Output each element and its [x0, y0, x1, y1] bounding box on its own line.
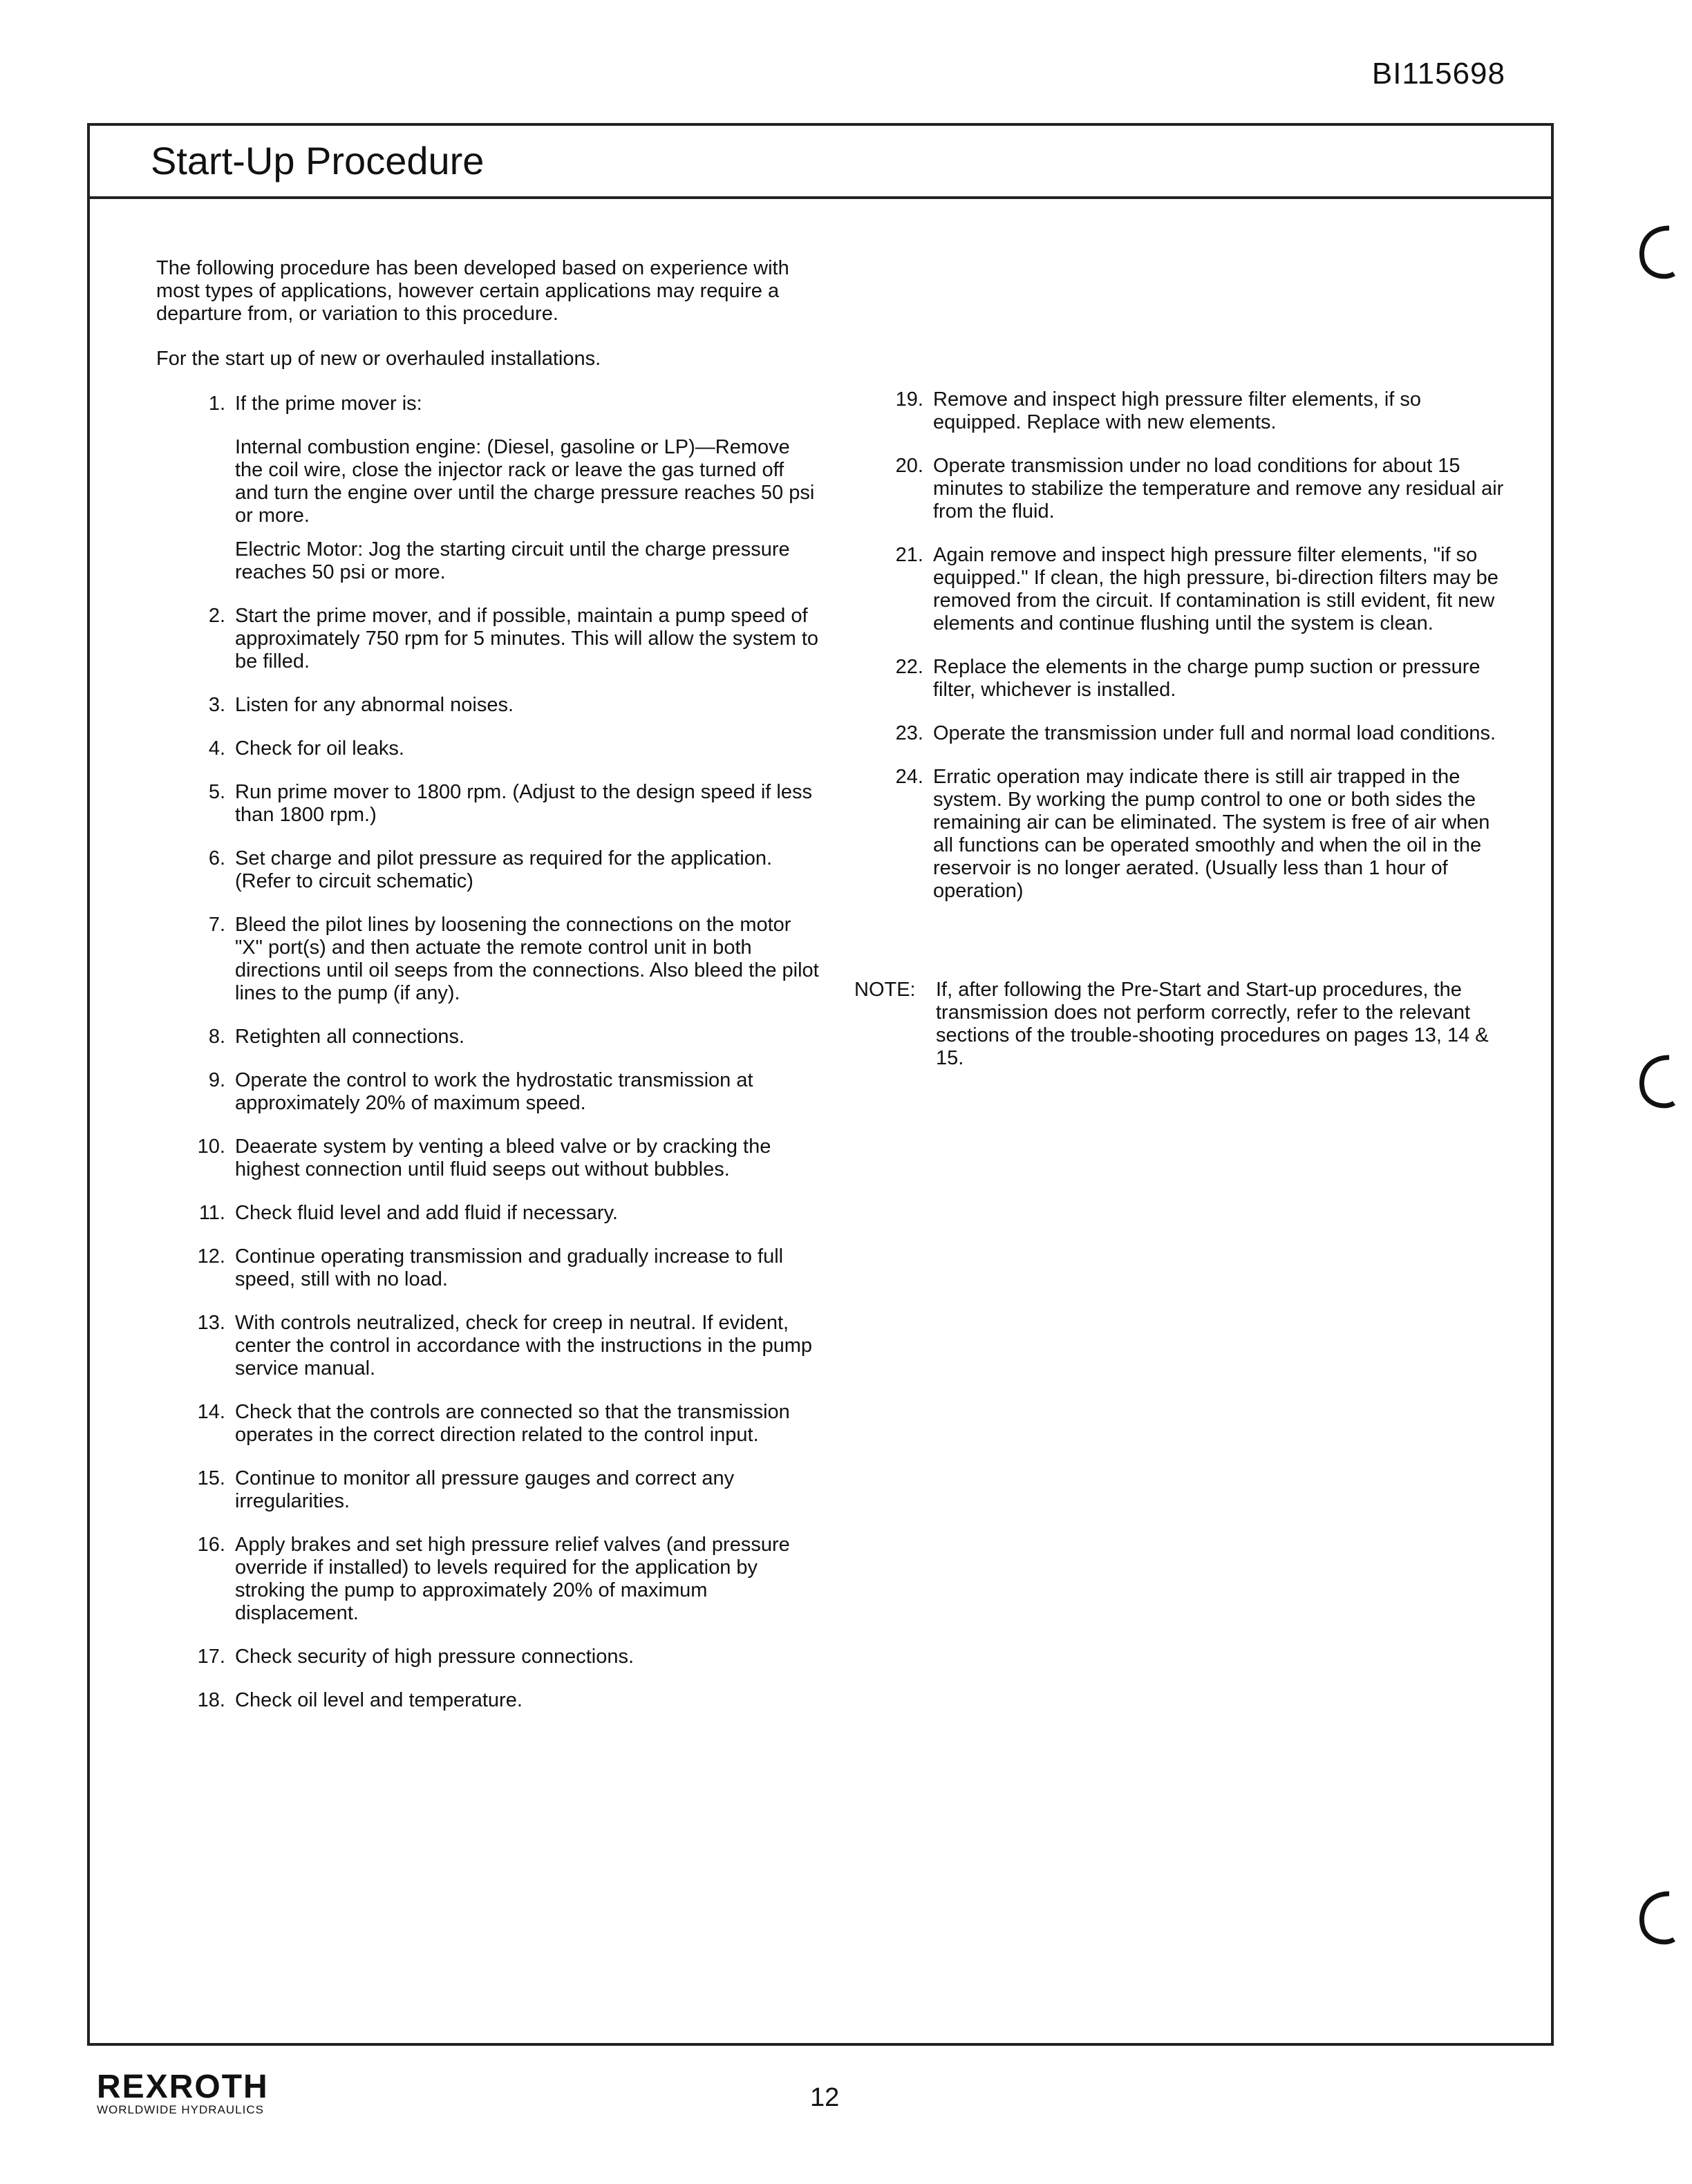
step-18	[156, 1689, 820, 1712]
step-5	[156, 781, 820, 827]
step-body	[235, 393, 820, 584]
right-column	[854, 388, 1507, 1070]
step-number: 11.	[198, 1202, 225, 1224]
step-4	[156, 737, 820, 760]
step-8	[156, 1026, 820, 1048]
step-text: Continue to monitor all pressure gauges and correct any irregularities.	[235, 1467, 735, 1512]
step-24	[854, 766, 1507, 903]
step-9	[156, 1069, 820, 1115]
step-6	[156, 847, 820, 893]
step-text: Replace the elements in the charge pump suction or pressure filter, whichever is installed.	[933, 656, 1480, 701]
step-number: 9.	[208, 1069, 225, 1091]
step-text: Operate transmission under no load conditions for about 15 minutes to stabilize the temperature and remove any residual air from the fluid.	[933, 455, 1504, 523]
step-3	[156, 694, 820, 717]
step-sub-electric: Electric Motor: Jog the starting circuit until the charge pressure reaches 50 psi or more.	[235, 538, 790, 583]
step-text: Erratic operation may indicate there is still air trapped in the system. By working the pump control to one or both sides the remaining air can be eliminated. The system is free of air when all functions can be operated smoothly and when the oil in the reservoir is no longer aerated. (Usually less than 1 hour of operation)	[933, 766, 1490, 902]
step-number: 17.	[197, 1646, 225, 1668]
step-text: Again remove and inspect high pressure filter elements, "if so equipped." If clean, the high pressure, bi-direction filters may be removed from the circuit. If contamination is still evident, fit new elements and continue flushing until the system is clean.	[933, 544, 1498, 634]
step-number: 19.	[895, 388, 923, 411]
step-number: 20.	[895, 455, 923, 477]
step-10	[156, 1136, 820, 1181]
page-title: Start-Up Procedure	[151, 139, 485, 182]
step-20	[854, 455, 1507, 523]
step-text: Check that the controls are connected so that the transmission operates in the correct direction related to the control input.	[235, 1401, 790, 1446]
step-number: 7.	[208, 914, 225, 936]
step-text: Retighten all connections.	[235, 1026, 465, 1048]
step-number: 8.	[208, 1026, 225, 1048]
step-number: 14.	[197, 1401, 225, 1423]
logo-tagline: WORLDWIDE HYDRAULICS	[97, 2103, 264, 2116]
step-16	[156, 1534, 820, 1625]
logo-name: REXROTH	[97, 2069, 269, 2105]
step-number: 23.	[895, 722, 923, 744]
step-number: 24.	[895, 766, 923, 788]
step-12	[156, 1245, 820, 1291]
step-text: If the prime mover is:	[235, 393, 422, 415]
step-text: Apply brakes and set high pressure relief valves (and pressure override if installed) to levels required for the application by stroking the pump to approximately 20% of maximum displacement.	[235, 1534, 790, 1624]
step-text: Bleed the pilot lines by loosening the connections on the motor "X" port(s) and then actuate the remote control unit in both directions until oil seeps from the connections. Also bleed the pilot lines to the pump (if any).	[235, 914, 819, 1004]
step-text: Set charge and pilot pressure as required for the application. (Refer to circuit schematic)	[235, 847, 773, 892]
binder-hole-icon	[1631, 1887, 1680, 1949]
left-column	[156, 257, 820, 1733]
step-number: 5.	[208, 781, 225, 803]
page-frame	[87, 123, 1554, 2046]
step-number: 1.	[208, 393, 225, 415]
step-number: 4.	[208, 737, 225, 760]
rexroth-logo	[97, 2071, 269, 2116]
step-number: 2.	[208, 605, 225, 627]
step-number: 13.	[197, 1312, 225, 1334]
step-22	[854, 656, 1507, 702]
step-number: 18.	[197, 1689, 225, 1711]
step-1	[156, 393, 820, 584]
document-id: BI115698	[1371, 57, 1505, 91]
step-number: 16.	[197, 1534, 225, 1556]
note-text: If, after following the Pre-Start and Start-up procedures, the transmission does not perform correctly, refer to the relevant sections of the trouble-shooting procedures on pages 13, 14 & 15.	[936, 979, 1489, 1069]
step-text: Check oil level and temperature.	[235, 1689, 523, 1711]
step-23	[854, 722, 1507, 745]
step-number: 6.	[208, 847, 225, 869]
step-21	[854, 544, 1507, 635]
step-text: Deaerate system by venting a bleed valve or by cracking the highest connection until fluid seeps out without bubbles.	[235, 1136, 771, 1180]
step-number: 10.	[197, 1136, 225, 1158]
step-text: Check fluid level and add fluid if necessary.	[235, 1202, 618, 1224]
step-number: 22.	[895, 656, 923, 678]
step-7	[156, 914, 820, 1005]
title-bar	[90, 126, 1551, 199]
step-text: Start the prime mover, and if possible, maintain a pump speed of approximately 750 rpm for 5 minutes. This will allow the system to be filled.	[235, 605, 819, 672]
binder-hole-icon	[1631, 221, 1680, 283]
step-text: Remove and inspect high pressure filter elements, if so equipped. Replace with new elements.	[933, 388, 1422, 433]
step-number: 3.	[208, 694, 225, 716]
page-number: 12	[810, 2083, 840, 2112]
step-text: With controls neutralized, check for creep in neutral. If evident, center the control in accordance with the instructions in the pump service manual.	[235, 1312, 813, 1380]
step-19	[854, 388, 1507, 434]
step-number: 15.	[197, 1467, 225, 1489]
note-label: NOTE:	[854, 979, 916, 1001]
step-text: Operate the control to work the hydrostatic transmission at approximately 20% of maximum speed.	[235, 1069, 753, 1114]
step-text: Check security of high pressure connections.	[235, 1646, 634, 1668]
step-17	[156, 1646, 820, 1668]
step-text: Check for oil leaks.	[235, 737, 404, 760]
step-sub-engine: Internal combustion engine: (Diesel, gasoline or LP)—Remove the coil wire, close the injector rack or leave the gas turned off and turn the engine over until the charge pressure reaches 50 psi or more.	[235, 436, 815, 527]
intro-sentence: For the start up of new or overhauled installations.	[156, 348, 601, 370]
step-number: 21.	[895, 544, 923, 566]
step-11	[156, 1202, 820, 1225]
step-text: Run prime mover to 1800 rpm. (Adjust to the design speed if less than 1800 rpm.)	[235, 781, 812, 826]
note-block	[854, 979, 1507, 1070]
step-text: Continue operating transmission and gradually increase to full speed, still with no load.	[235, 1245, 784, 1290]
step-15	[156, 1467, 820, 1513]
step-13	[156, 1312, 820, 1380]
binder-hole-icon	[1631, 1051, 1680, 1113]
step-2	[156, 605, 820, 673]
step-number: 12.	[197, 1245, 225, 1268]
intro-paragraph: The following procedure has been developed based on experience with most types of applications, however certain applications may require a departure from, or variation to this procedure.	[156, 257, 789, 325]
step-14	[156, 1401, 820, 1447]
step-text: Listen for any abnormal noises.	[235, 694, 514, 716]
step-text: Operate the transmission under full and normal load conditions.	[933, 722, 1496, 744]
